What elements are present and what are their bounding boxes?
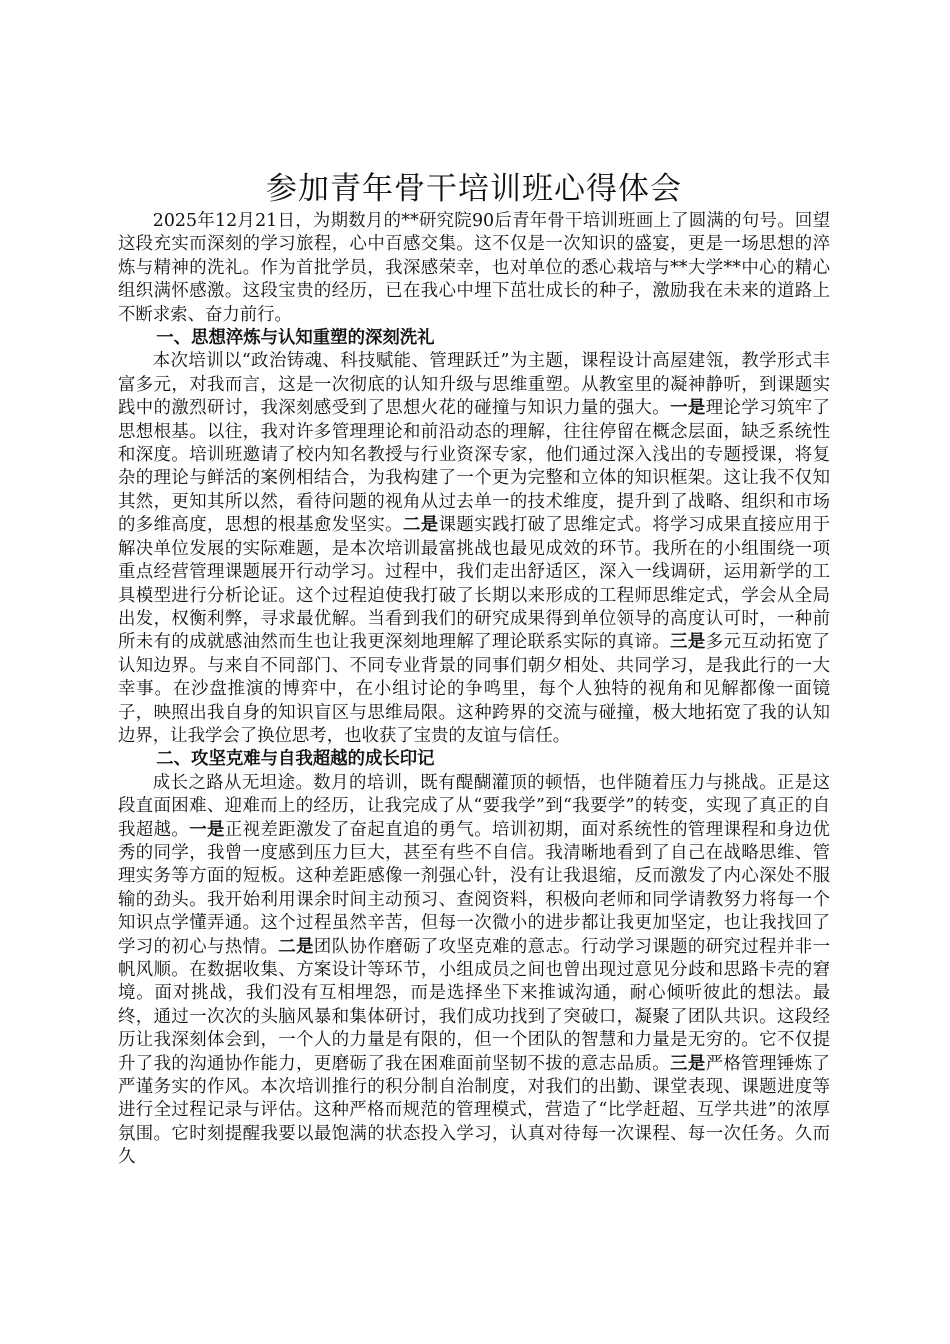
section-1-marker-3: 三是 — [670, 632, 706, 653]
document-page — [118, 168, 830, 1170]
section-2-text-4: 严格管理锤炼了严谨务实的作风。本次培训推行的积分制自治制度，对我们的出勤、课堂表现、课题进度等进行全过程记录与评估。这种严格而规范的管理模式，营造了“比学赶超、互学共进”的浓厚氛围。它时刻提醒我要以最饱满的状态投入学习，认真对待每一次课程、每一次任务。久而久 — [118, 1053, 830, 1168]
section-1-marker-1: 一是 — [670, 398, 706, 419]
section-2-text-2: 正视差距激发了奋起直追的勇气。培训初期，面对系统性的管理课程和身边优秀的同学，我曾一度感到压力巨大，甚至有些不自信。我清晰地看到了自己在战略思维、管理实务等方面的短板。这种差距感像一剂强心针，没有让我退缩，反而激发了内心深处不服输的劲头。我开始利用课余时间主动预习、查阅资料，积极向老师和同学请教努力将每一个知识点学懂弄通。这个过程虽然辛苦，但每一次微小的进步都让我更加坚定，也让我找回了学习的初心与热情。 — [118, 819, 830, 957]
section-2-heading: 二、攻坚克难与自我超越的成长印记 — [156, 749, 435, 770]
section-1-text-2: 理论学习筑牢了思想根基。以往，我对许多管理理论和前沿动态的理解，往往停留在概念层面，缺乏系统性和深度。培训班邀请了校内知名教授与行业资深专家，他们通过深入浅出的专题授课，将复杂的理论与鲜活的案例相结合，为我构建了一个更为完整和立体的知识框架。这让我不仅知其然，更知其所以然，看待问题的视角从过去单一的技术维度，提升到了战略、组织和市场的多维高度，思想的根基愈发坚实。 — [118, 398, 830, 536]
section-1-text-4: 多元互动拓宽了认知边界。与来自不同部门、不同专业背景的同事们朝夕相处、共同学习，是我此行的一大幸事。在沙盘推演的博弈中，在小组讨论的争鸣里，每个人独特的视角和见解都像一面镜子，映照出我自身的知识盲区与思维局限。这种跨界的交流与碰撞，极大地拓宽了我的认知边界，让我学会了换位思考，也收获了宝贵的友谊与信任。 — [118, 632, 830, 746]
section-2-marker-3: 三是 — [670, 1053, 706, 1074]
section-1-text-1: 本次培训以“政治铸魂、科技赋能、管理跃迁”为主题，课程设计高屋建瓴，教学形式丰富多元，对我而言，这是一次彻底的认知升级与思维重塑。从教室里的凝神静听，到课题实践中的激烈研讨，我深刻感受到了思想火花的碰撞与知识力量的强大。 — [118, 351, 830, 419]
section-2-marker-2: 二是 — [278, 936, 314, 957]
section-2-paragraph — [118, 772, 830, 1170]
section-2-text-3: 团队协作磨砺了攻坚克难的意志。行动学习课题的研究过程并非一帆风顺。在数据收集、方案设计等环节，小组成员之间也曾出现过意见分歧和思路卡壳的窘境。面对挑战，我们没有互相埋怨，而是选择坐下来推诚沟通，耐心倾听彼此的想法。最终，通过一次次的头脑风暴和集体研讨，我们成功找到了突破口，凝聚了团队共识。这段经历让我深刻体会到，一个人的力量是有限的，但一个团队的智慧和力量是无穷的。它不仅提升了我的沟通协作能力，更磨砺了我在困难面前坚韧不拔的意志品质。 — [118, 936, 830, 1074]
document-title: 参加青年骨干培训班心得体会 — [266, 171, 682, 207]
section-2-text-1: 成长之路从无坦途。数月的培训，既有醍醐灌顶的顿悟，也伴随着压力与挑战。正是这段直面困难、迎难而上的经历，让我完成了从“要我学”到“我要学”的转变，实现了真正的自我超越。 — [118, 772, 830, 840]
section-1-text-3: 课题实践打破了思维定式。将学习成果直接应用于解决单位发展的实际难题，是本次培训最富挑战也最见成效的环节。我所在的小组围绕一项重点经营管理课题展开行动学习。过程中，我们走出舒适区，深入一线调研，运用新学的工具模型进行分析论证。这个过程迫使我打破了长期以来形成的工程师思维定式，学会从全局出发，权衡利弊，寻求最优解。当看到我们的研究成果得到单位领导的高度认可时，一种前所未有的成就感油然而生也让我更深刻地理解了理论联系实际的真谛。 — [118, 515, 830, 653]
section-1-paragraph — [118, 350, 830, 748]
section-1-marker-2: 二是 — [402, 515, 439, 536]
section-1-heading: 一、思想淬炼与认知重塑的深刻洗礼 — [156, 328, 435, 349]
section-2-marker-1: 一是 — [189, 819, 225, 840]
intro-paragraph: 2025年12月21日，为期数月的**研究院90后青年骨干培训班画上了圆满的句号。回望这段充实而深刻的学习旅程，心中百感交集。这不仅是一次知识的盛宴，更是一场思想的淬炼与精神的洗礼。作为首批学员，我深感荣幸，也对单位的悉心栽培与**大学**中心的精心组织满怀感激。这段宝贵的经历，已在我心中埋下茁壮成长的种子，激励我在未来的道路上不断求索、奋力前行。 — [118, 211, 830, 325]
